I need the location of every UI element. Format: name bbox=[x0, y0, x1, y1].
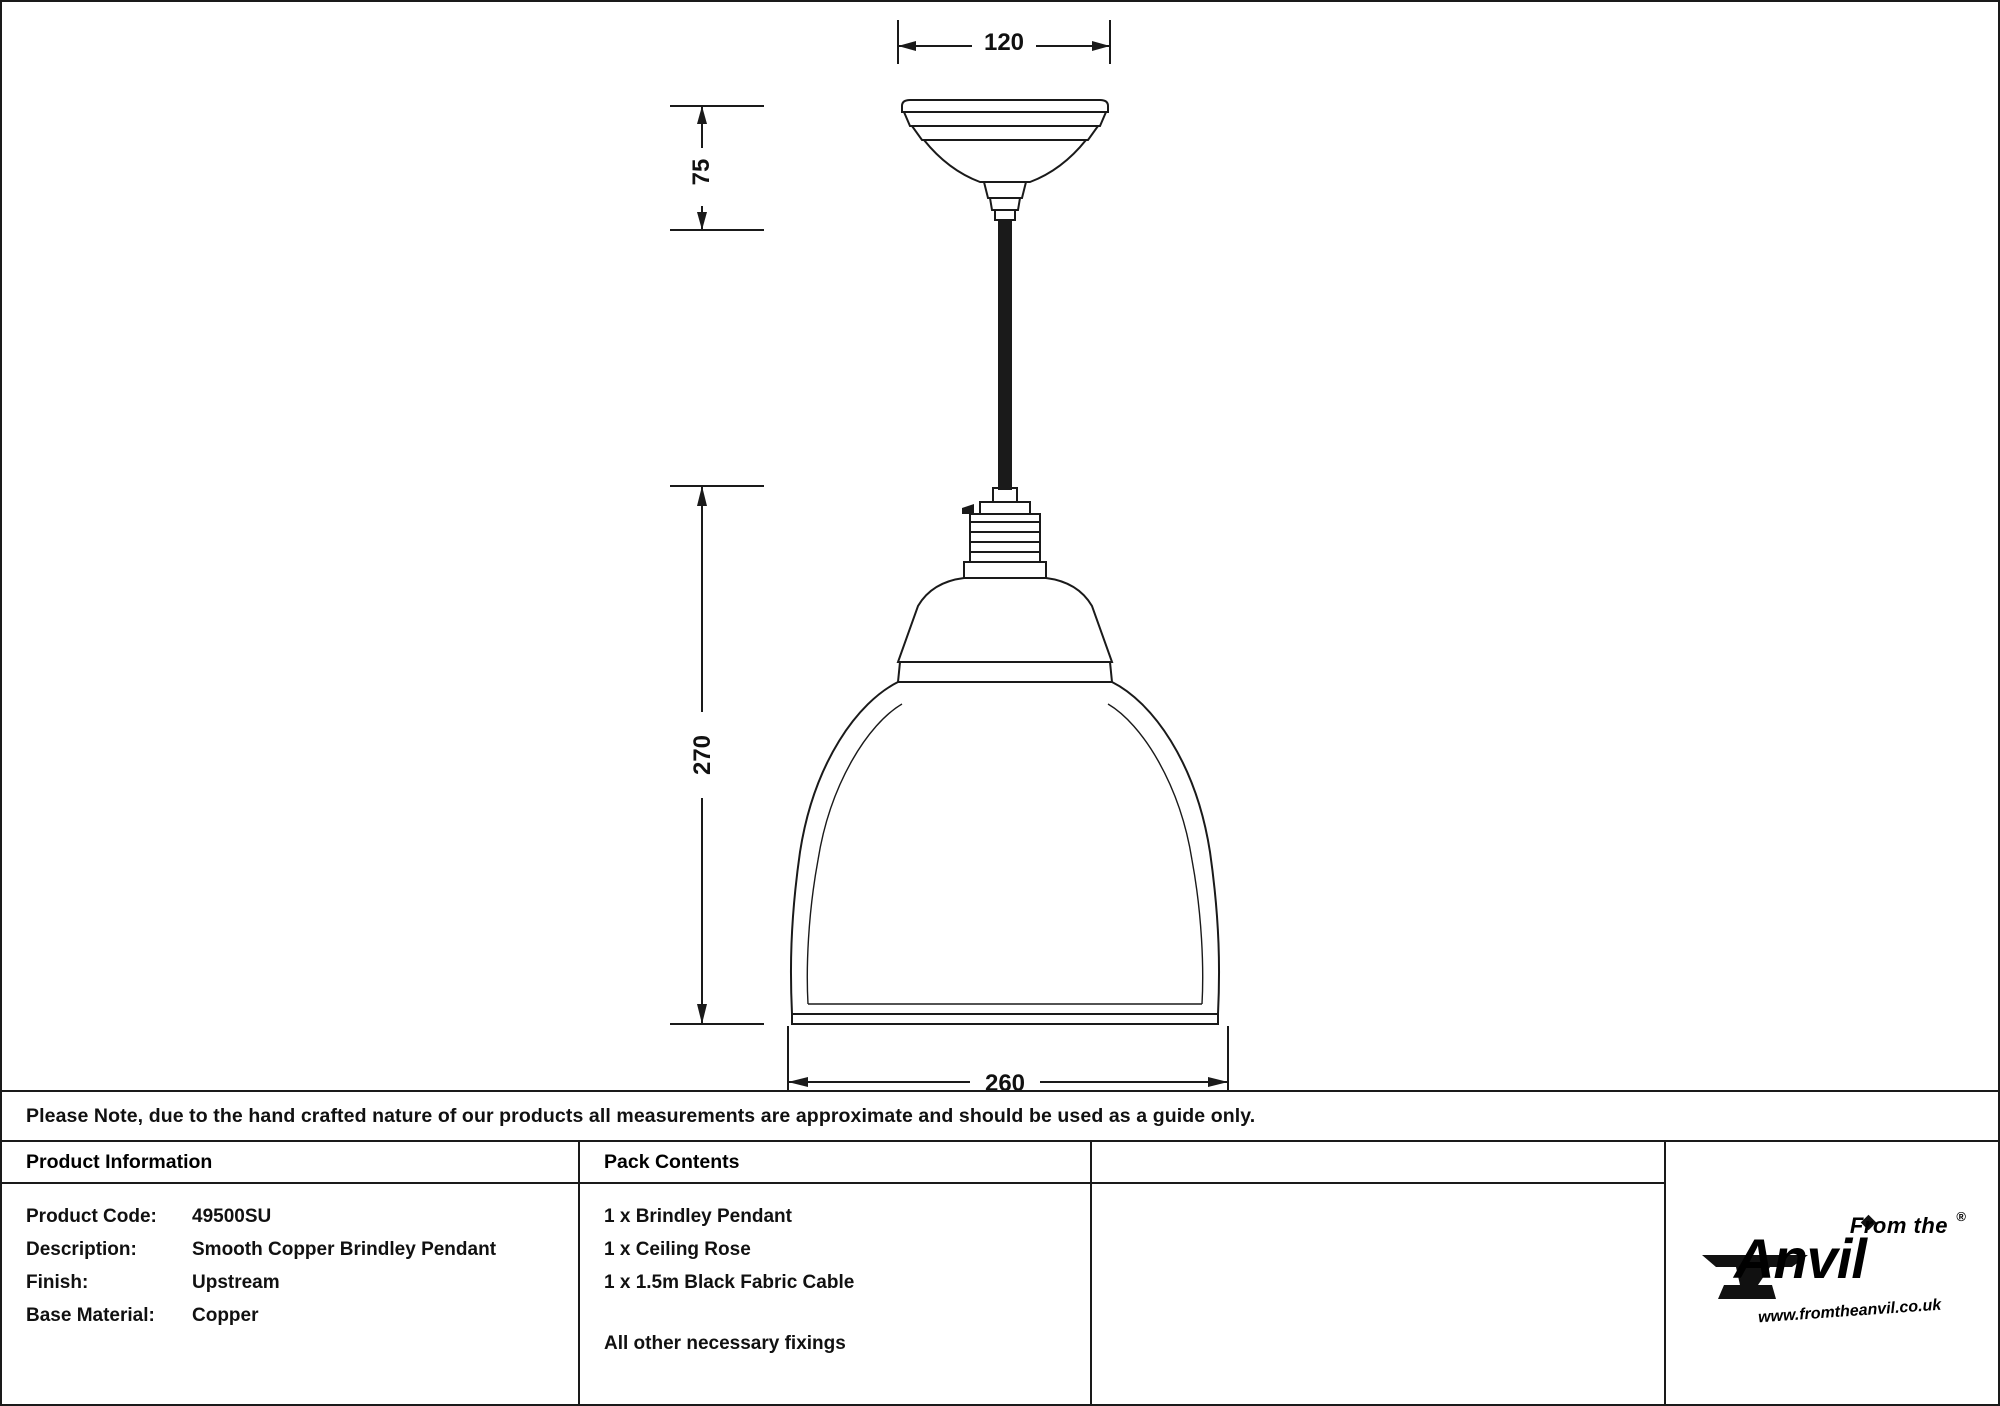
product-information-column bbox=[2, 1142, 580, 1404]
logo-name: Anvil bbox=[1734, 1227, 1866, 1290]
table-row bbox=[26, 1299, 578, 1332]
logo-column bbox=[1666, 1142, 1996, 1404]
ceiling-rose bbox=[902, 100, 1108, 220]
description-value: Smooth Copper Brindley Pendant bbox=[192, 1239, 497, 1260]
product-information-body bbox=[2, 1184, 578, 1332]
product-code-value: 49500SU bbox=[192, 1206, 272, 1227]
information-table bbox=[2, 1142, 1998, 1404]
blank-column bbox=[1092, 1142, 1666, 1404]
logo-url: www.fromtheanvil.co.uk bbox=[1757, 1296, 1942, 1327]
dimension-label-75: 75 bbox=[688, 158, 715, 186]
technical-drawing bbox=[2, 2, 1998, 1090]
list-item: 1 x Ceiling Rose bbox=[604, 1239, 751, 1260]
pack-contents-footer: All other necessary fixings bbox=[604, 1333, 846, 1354]
registered-trademark-icon: ® bbox=[1956, 1209, 1966, 1224]
base-material-value: Copper bbox=[192, 1305, 259, 1326]
pack-contents-body bbox=[580, 1184, 1090, 1360]
pack-contents-heading: Pack Contents bbox=[604, 1150, 740, 1173]
product-information-heading: Product Information bbox=[26, 1150, 213, 1173]
fabric-cable bbox=[999, 220, 1011, 490]
pack-contents-header bbox=[580, 1142, 1090, 1184]
table-row bbox=[26, 1233, 578, 1266]
logo-top-text: From the bbox=[1849, 1213, 1948, 1238]
note-text: Please Note, due to the hand crafted nature of our products all measurements are approximate and should be used as a guide only. bbox=[26, 1104, 1256, 1127]
description-label: Description: bbox=[26, 1239, 137, 1260]
product-information-header bbox=[2, 1142, 578, 1184]
shade-body bbox=[791, 682, 1219, 1024]
dimension-label-260: 260 bbox=[984, 1070, 1026, 1090]
dimension-label-120: 120 bbox=[983, 29, 1025, 56]
list-item: 1 x Brindley Pendant bbox=[604, 1206, 792, 1227]
table-row bbox=[26, 1266, 578, 1299]
product-code-label: Product Code: bbox=[26, 1206, 157, 1227]
from-the-anvil-logo bbox=[1666, 1142, 1996, 1404]
list-item: 1 x 1.5m Black Fabric Cable bbox=[604, 1272, 855, 1293]
finish-value: Upstream bbox=[192, 1272, 280, 1293]
dimension-label-270: 270 bbox=[689, 734, 716, 776]
table-row bbox=[26, 1200, 578, 1233]
lamp-holder bbox=[962, 488, 1046, 578]
spacer bbox=[604, 1299, 1090, 1327]
blank-column-header bbox=[1092, 1142, 1664, 1184]
pack-contents-column bbox=[580, 1142, 1092, 1404]
finish-label: Finish: bbox=[26, 1272, 89, 1293]
shade-cowl bbox=[898, 578, 1112, 682]
base-material-label: Base Material: bbox=[26, 1305, 155, 1326]
approximate-measurements-note bbox=[2, 1090, 1998, 1142]
